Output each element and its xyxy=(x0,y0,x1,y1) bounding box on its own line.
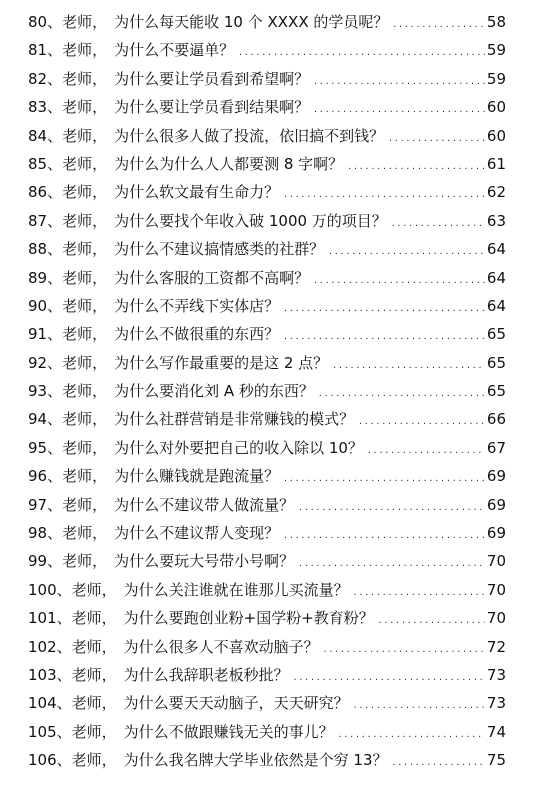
toc-entry-number: 95、老师， xyxy=(28,438,108,457)
toc-entry-title: 为什么客服的工资都不高啊？ xyxy=(114,268,310,287)
toc-entry-page-number: 65 xyxy=(486,325,506,344)
dot-leader xyxy=(347,153,485,181)
toc-entry-number: 96、老师， xyxy=(28,467,108,486)
toc-entry-title: 为什么不建议帮人变现？ xyxy=(114,524,280,543)
toc-entry[interactable] xyxy=(28,178,506,206)
toc-entry-title: 为什么要让学员看到结果啊？ xyxy=(114,98,310,117)
toc-entry-title: 为什么要找个年收入破 1000 万的项目？ xyxy=(114,211,387,230)
toc-entry-page-number: 65 xyxy=(486,382,506,401)
toc-entry[interactable] xyxy=(28,519,506,547)
toc-entry-page-number: 64 xyxy=(486,268,506,287)
toc-entry-number: 82、老师， xyxy=(28,69,108,88)
toc-entry-page-number: 73 xyxy=(486,665,506,684)
toc-entry-page-number: 60 xyxy=(486,98,506,117)
dot-leader xyxy=(353,692,485,720)
toc-entry-title: 为什么关注谁就在谁那儿买流量？ xyxy=(123,580,349,599)
dot-leader xyxy=(238,39,485,67)
toc-entry[interactable] xyxy=(28,547,506,575)
toc-entry-number: 101、老师， xyxy=(28,609,117,628)
toc-entry-title: 为什么不做跟赚钱无关的事儿？ xyxy=(123,722,334,741)
toc-entry[interactable] xyxy=(28,661,506,689)
toc-entry[interactable] xyxy=(28,462,506,490)
toc-entry-page-number: 65 xyxy=(486,353,506,372)
dot-leader xyxy=(391,210,485,238)
dot-leader xyxy=(318,380,485,408)
toc-entry[interactable] xyxy=(28,349,506,377)
toc-entry-number: 102、老师， xyxy=(28,637,117,656)
toc-entry-number: 83、老师， xyxy=(28,98,108,117)
toc-entry-page-number: 63 xyxy=(486,211,506,230)
toc-entry[interactable] xyxy=(28,207,506,235)
toc-entry-number: 100、老师， xyxy=(28,580,117,599)
dot-leader xyxy=(378,607,485,635)
toc-entry-title: 为什么不弄线下实体店？ xyxy=(114,296,280,315)
toc-entry-number: 87、老师， xyxy=(28,211,108,230)
toc-entry[interactable] xyxy=(28,434,506,462)
toc-entry[interactable] xyxy=(28,320,506,348)
toc-entry[interactable] xyxy=(28,93,506,121)
dot-leader xyxy=(367,437,485,465)
toc-entry-number: 84、老师， xyxy=(28,126,108,145)
toc-entry-number: 97、老师， xyxy=(28,495,108,514)
toc-entry-title: 为什么我辞职老板秒批？ xyxy=(123,665,289,684)
toc-entry-title: 为什么很多人不喜欢动脑子？ xyxy=(123,637,319,656)
toc-entry-title: 为什么不建议搞情感类的社群？ xyxy=(114,240,325,259)
dot-leader xyxy=(283,181,485,209)
toc-entry-page-number: 69 xyxy=(486,495,506,514)
dot-leader xyxy=(392,749,485,777)
dot-leader xyxy=(313,96,485,124)
toc-entry-page-number: 60 xyxy=(486,126,506,145)
toc-entry[interactable] xyxy=(28,405,506,433)
toc-entry[interactable] xyxy=(28,122,506,150)
toc-entry-title: 为什么要天天动脑子，天天研究？ xyxy=(123,694,349,713)
dot-leader xyxy=(283,295,485,323)
toc-entry-title: 为什么不要逼单？ xyxy=(114,41,235,60)
toc-entry-page-number: 69 xyxy=(486,467,506,486)
toc-entry-page-number: 64 xyxy=(486,240,506,259)
toc-entry-page-number: 69 xyxy=(486,524,506,543)
toc-entry[interactable] xyxy=(28,718,506,746)
toc-entry-title: 为什么社群营销是非常赚钱的模式？ xyxy=(114,410,355,429)
toc-entry[interactable] xyxy=(28,65,506,93)
dot-leader xyxy=(313,267,485,295)
toc-entry-title: 为什么对外要把自己的收入除以 10？ xyxy=(114,438,363,457)
toc-entry[interactable] xyxy=(28,491,506,519)
toc-entry-number: 93、老师， xyxy=(28,382,108,401)
dot-leader xyxy=(338,721,485,749)
toc-entry-page-number: 75 xyxy=(486,751,506,770)
toc-entry-page-number: 66 xyxy=(486,410,506,429)
toc-entry[interactable] xyxy=(28,377,506,405)
toc-entry-page-number: 74 xyxy=(486,722,506,741)
dot-leader xyxy=(283,323,485,351)
toc-entry-page-number: 64 xyxy=(486,296,506,315)
toc-entry[interactable] xyxy=(28,604,506,632)
toc-entry-title: 为什么我名牌大学毕业依然是个穷 13？ xyxy=(123,751,388,770)
toc-entry-page-number: 70 xyxy=(486,580,506,599)
toc-entry[interactable] xyxy=(28,150,506,178)
toc-entry-page-number: 67 xyxy=(486,438,506,457)
dot-leader xyxy=(358,408,485,436)
toc-entry-title: 为什么不做很重的东西？ xyxy=(114,325,280,344)
toc-entry[interactable] xyxy=(28,746,506,774)
toc-entry-title: 为什么写作最重要的是这 2 点？ xyxy=(114,353,329,372)
toc-entry-title: 为什么为什么人人都要测 8 字啊？ xyxy=(114,154,344,173)
toc-entry-page-number: 58 xyxy=(486,13,506,31)
toc-entry[interactable] xyxy=(28,36,506,64)
dot-leader xyxy=(283,522,485,550)
toc-entry-number: 90、老师， xyxy=(28,296,108,315)
toc-entry[interactable] xyxy=(28,264,506,292)
toc-entry[interactable] xyxy=(28,633,506,661)
toc-entry-number: 106、老师， xyxy=(28,751,117,770)
dot-leader xyxy=(298,550,485,578)
toc-entry-title: 为什么赚钱就是跑流量？ xyxy=(114,467,280,486)
toc-entry-title: 为什么不建议带人做流量？ xyxy=(114,495,295,514)
toc-entry-title: 为什么要让学员看到希望啊？ xyxy=(114,69,310,88)
toc-entry-page-number: 59 xyxy=(486,41,506,60)
toc-entry-page-number: 62 xyxy=(486,183,506,202)
toc-entry-page-number: 61 xyxy=(486,154,506,173)
toc-entry-title: 为什么每天能收 10 个 XXXX 的学员呢？ xyxy=(114,13,389,31)
dot-leader xyxy=(388,125,485,153)
toc-entry-title: 为什么要消化刘 A 秒的东西？ xyxy=(114,382,314,401)
toc-entry-number: 104、老师， xyxy=(28,694,117,713)
toc-entry-number: 91、老师， xyxy=(28,325,108,344)
dot-leader xyxy=(353,579,485,607)
dot-leader xyxy=(332,352,485,380)
toc-entry-number: 89、老师， xyxy=(28,268,108,287)
toc-entry-number: 80、老师， xyxy=(28,13,108,31)
toc-entry-page-number: 70 xyxy=(486,552,506,571)
table-of-contents xyxy=(28,8,506,775)
toc-entry-number: 98、老师， xyxy=(28,524,108,543)
dot-leader xyxy=(323,636,485,664)
toc-entry[interactable] xyxy=(28,235,506,263)
toc-entry-number: 81、老师， xyxy=(28,41,108,60)
dot-leader xyxy=(328,238,485,266)
dot-leader xyxy=(298,494,485,522)
toc-entry-number: 105、老师， xyxy=(28,722,117,741)
toc-entry-number: 88、老师， xyxy=(28,240,108,259)
toc-entry-page-number: 59 xyxy=(486,69,506,88)
toc-entry-number: 94、老师， xyxy=(28,410,108,429)
toc-entry-title: 为什么要跑创业粉+国学粉+教育粉？ xyxy=(123,609,374,628)
toc-entry-page-number: 73 xyxy=(486,694,506,713)
toc-entry[interactable] xyxy=(28,689,506,717)
toc-entry-number: 86、老师， xyxy=(28,183,108,202)
toc-entry-title: 为什么要玩大号带小号啊？ xyxy=(114,552,295,571)
toc-entry[interactable] xyxy=(28,8,506,36)
toc-entry[interactable] xyxy=(28,576,506,604)
toc-entry[interactable] xyxy=(28,292,506,320)
toc-entry-page-number: 72 xyxy=(486,637,506,656)
dot-leader xyxy=(293,664,485,692)
toc-entry-number: 103、老师， xyxy=(28,665,117,684)
dot-leader xyxy=(283,465,485,493)
toc-entry-title: 为什么软文最有生命力？ xyxy=(114,183,280,202)
toc-entry-title: 为什么很多人做了投流，依旧搞不到钱？ xyxy=(114,126,385,145)
dot-leader xyxy=(392,11,485,39)
toc-entry-number: 92、老师， xyxy=(28,353,108,372)
dot-leader xyxy=(313,68,485,96)
toc-entry-number: 85、老师， xyxy=(28,154,108,173)
toc-entry-page-number: 70 xyxy=(486,609,506,628)
toc-entry-number: 99、老师， xyxy=(28,552,108,571)
